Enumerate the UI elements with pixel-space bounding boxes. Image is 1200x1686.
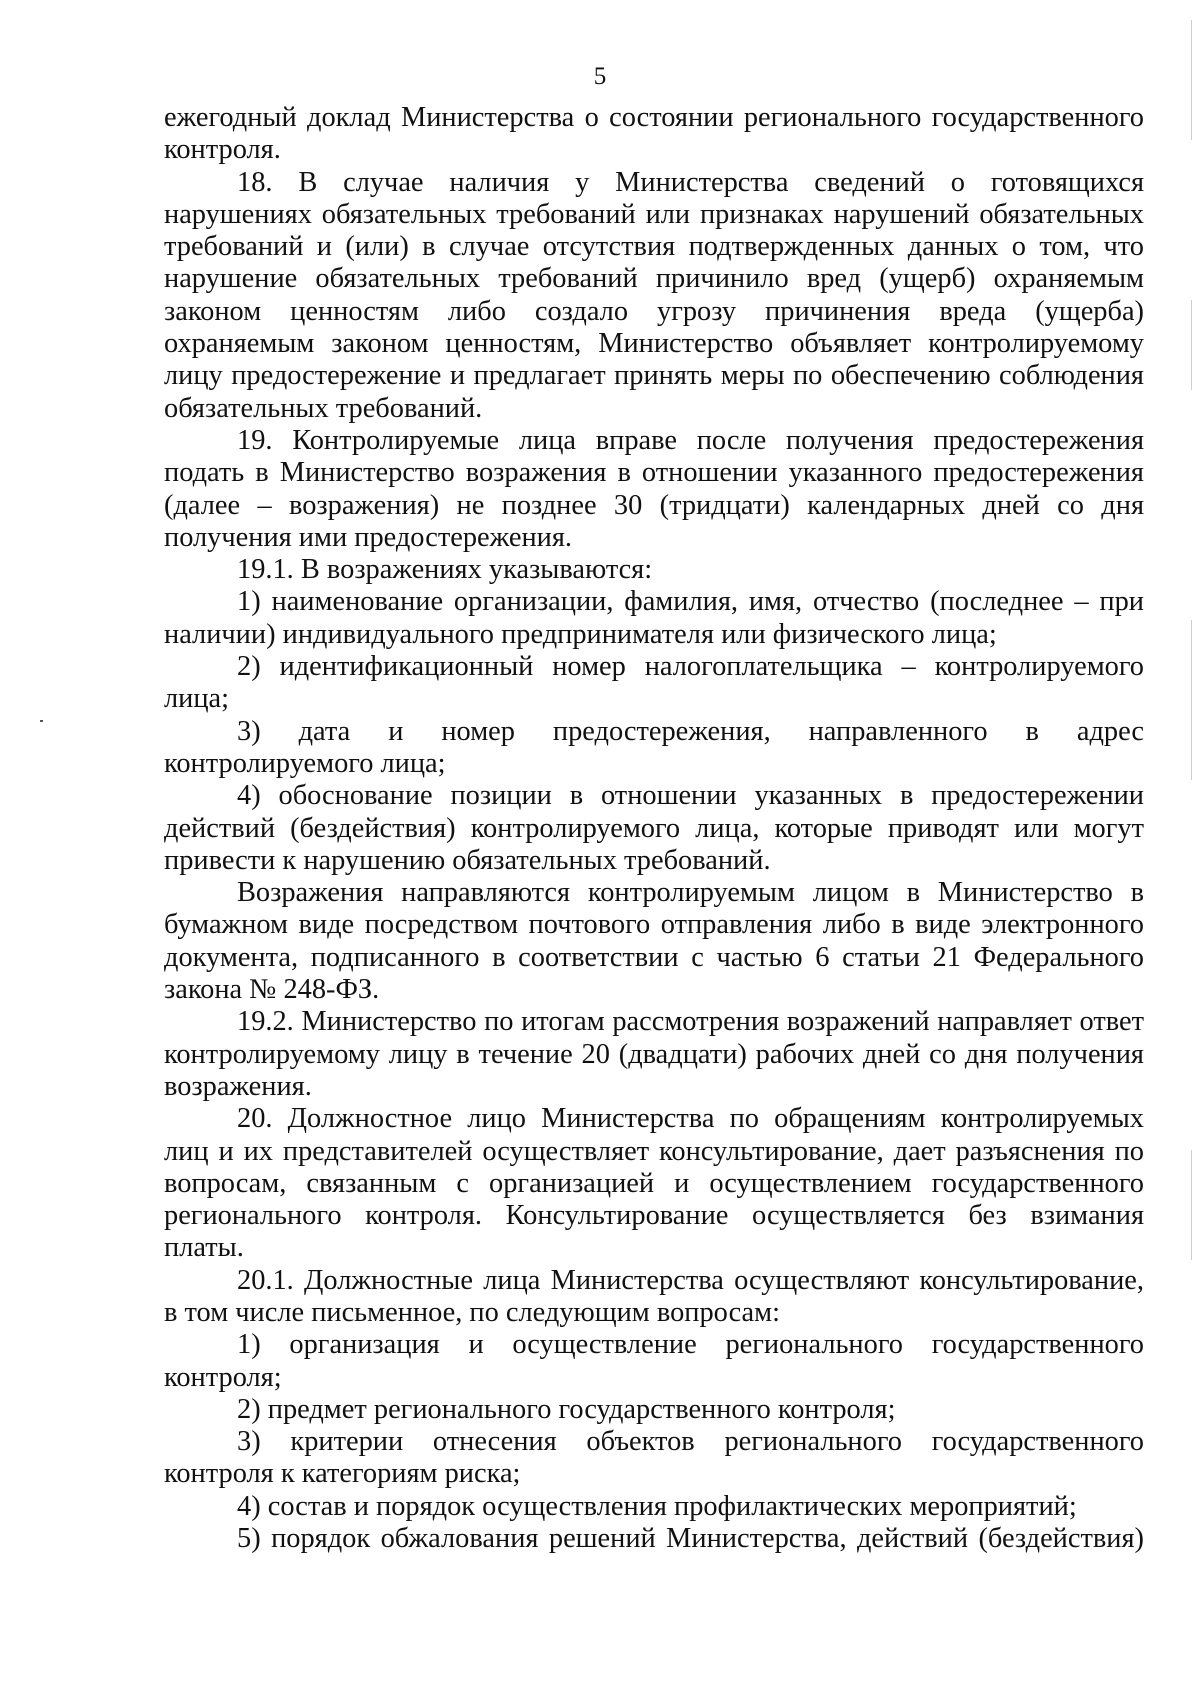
list-item-19-1-2: 2) идентификационный номер налогоплательщика – контролируемого лица; (164, 651, 1144, 715)
list-item-19-1-4: 4) обоснование позиции в отношении указанных в предостережении действий (бездействия) контролируемого лица, которые приводят или могут привести к нарушению обязательных требований. (164, 780, 1144, 876)
scan-edge-mark (1191, 620, 1192, 780)
paragraph-intro-continuation: ежегодный доклад Министерства о состоянии регионального государственного контроля. (164, 102, 1144, 166)
scan-edge-mark (1191, 20, 1192, 140)
scan-edge-mark (1191, 300, 1192, 390)
paragraph-objections-submission: Возражения направляются контролируемым лицом в Министерство в бумажном виде посредством почтового отправления либо в виде электронного документа, подписанного в соответствии с частью 6 статьи 21 Федерального закона № 248-ФЗ. (164, 877, 1144, 1006)
list-item-19-1-1: 1) наименование организации, фамилия, имя, отчество (последнее – при наличии) индивидуального предпринимателя или физического лица; (164, 586, 1144, 650)
list-item-20-1-2: 2) предмет регионального государственного контроля; (237, 1393, 896, 1425)
list-item-20-1-5: 5) порядок обжалования решений Министерства, действий (бездействия) (237, 1523, 1144, 1555)
list-item-20-1-4: 4) состав и порядок осуществления профилактических мероприятий; (237, 1490, 1077, 1522)
list-item-20-1-3: 3) критерии отнесения объектов регионального государственного контроля к категориям риска; (164, 1426, 1144, 1490)
paragraph-20-1: 20.1. Должностные лица Министерства осуществляют консультирование, в том числе письменное, по следующим вопросам: (164, 1264, 1144, 1328)
page-number: 5 (593, 63, 607, 90)
scan-speck (40, 720, 43, 722)
paragraph-18: 18. В случае наличия у Министерства сведений о готовящихся нарушениях обязательных требований или признаках нарушений обязательных требований и (или) в случае отсутствия подтвержденных данных о том, что нарушение обязательных требований причинило вред (ущерб) охраняемым законом ценностям либо создало угрозу причинения вреда (ущерба) охраняемым законом ценностям, Министерство объявляет контролируемому лицу предостережение и предлагает принять меры по обеспечению соблюдения обязательных требований. (164, 166, 1144, 424)
paragraph-19-2: 19.2. Министерство по итогам рассмотрения возражений направляет ответ контролируемому лицу в течение 20 (двадцати) рабочих дней со дня получения возражения. (164, 1006, 1144, 1102)
scan-edge-mark (1191, 1150, 1192, 1260)
paragraph-19-1: 19.1. В возражениях указываются: (237, 554, 653, 586)
paragraph-19: 19. Контролируемые лица вправе после получения предостережения подать в Министерство возражения в отношении указанного предостережения (далее – возражения) не позднее 30 (тридцати) календарных дней со дня получения ими предостережения. (164, 424, 1144, 553)
list-item-19-1-3: 3) дата и номер предостережения, направленного в адрес контролируемого лица; (164, 715, 1144, 779)
paragraph-20: 20. Должностное лицо Министерства по обращениям контролируемых лиц и их представителей осуществляет консультирование, дает разъяснения по вопросам, связанным с организацией и осуществлением государственного регионального контроля. Консультирование осуществляется без взимания платы. (164, 1103, 1144, 1264)
list-item-20-1-1: 1) организация и осуществление регионального государственного контроля; (164, 1329, 1144, 1393)
document-body (164, 102, 1144, 1555)
